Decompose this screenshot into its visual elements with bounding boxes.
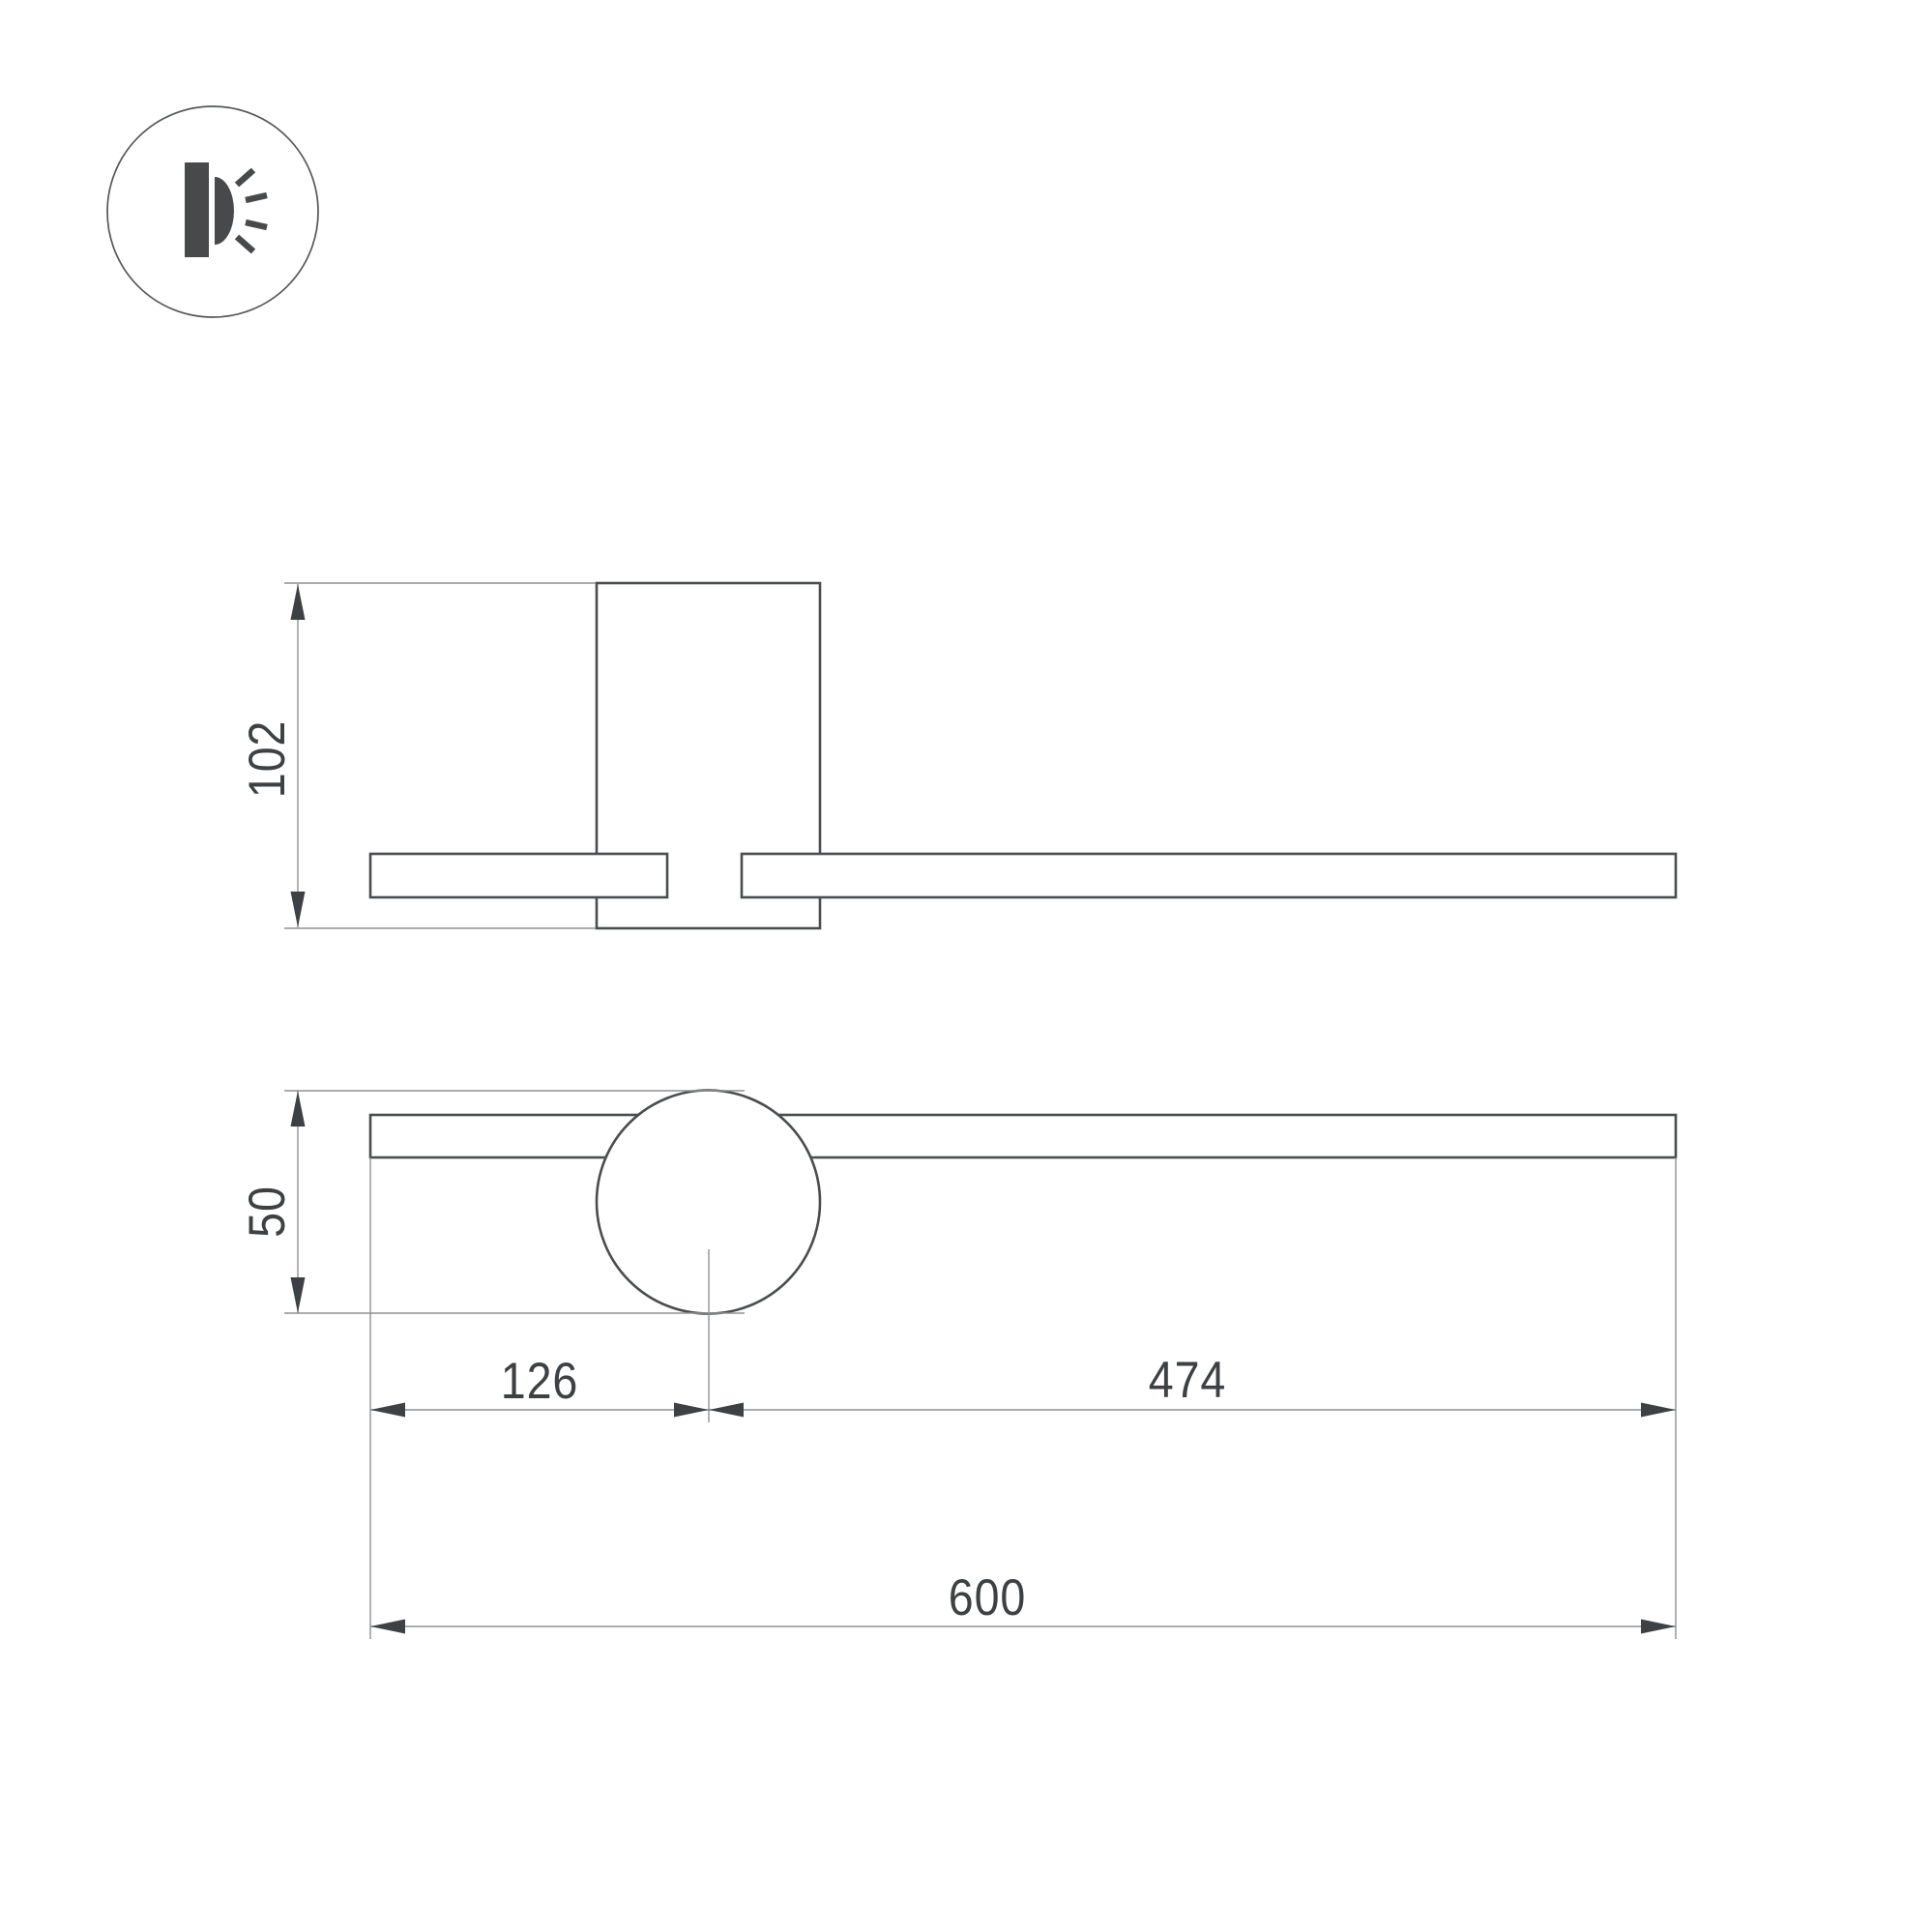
icon-light-ray-1 [237,170,253,185]
icon-lamp-body [185,162,209,257]
arrow-right-icon [674,1403,709,1418]
dim-label-right-offset: 474 [1148,1351,1227,1409]
arrow-up-icon [291,1091,306,1127]
dim-label-total-length: 600 [948,1568,1027,1626]
icon-circle-outline [107,106,318,317]
icon-light-dome [215,177,234,245]
arrow-left-icon [370,1403,405,1418]
arrow-down-icon [291,892,306,927]
side-view-left-arm [370,854,667,897]
front-view [238,1091,1676,1640]
wall-light-icon [107,106,318,317]
icon-light-ray-3 [246,222,267,227]
side-view-right-arm [742,854,1676,897]
dim-label-diameter: 50 [238,1186,296,1238]
arrow-right-icon [1641,1403,1676,1418]
arrow-right-icon [1641,1620,1676,1634]
icon-light-ray-4 [237,237,253,251]
arrow-down-icon [291,1277,306,1313]
front-view-lamp-bar [370,1115,1676,1157]
arrow-left-icon [709,1403,744,1418]
side-view [238,583,1676,928]
dim-label-height: 102 [238,719,296,799]
icon-light-ray-2 [246,195,267,200]
arrow-left-icon [370,1620,405,1634]
dim-label-left-offset: 126 [500,1352,579,1410]
arrow-up-icon [291,584,306,620]
